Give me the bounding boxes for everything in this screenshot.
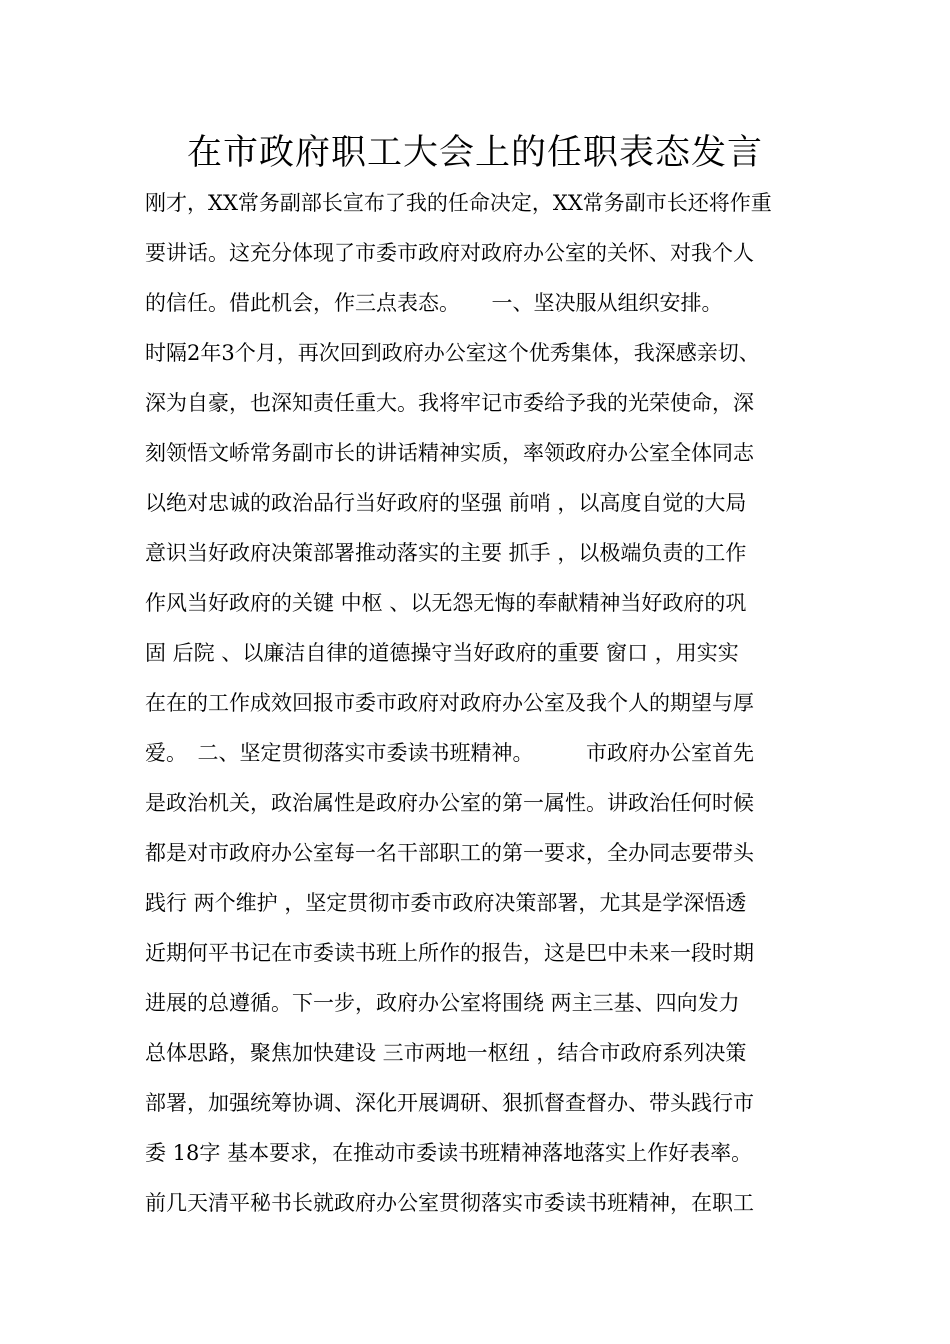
body-line: 爱。 二、坚定贯彻落实市委读书班精神。 市政府办公室首先 xyxy=(145,741,754,765)
body-line: 以绝对忠诚的政治品行当好政府的坚强 前哨 ，以高度自觉的大局 xyxy=(145,491,747,515)
body-line: 刚才，XX常务副部长宣布了我的任命决定，XX常务副市长还将作重 xyxy=(145,191,772,215)
body-line: 时隔2年3个月，再次回到政府办公室这个优秀集体，我深感亲切、 xyxy=(145,341,760,365)
body-line: 进展的总遵循。下一步，政府办公室将围绕 两主三基、四向发力 xyxy=(145,991,740,1015)
document-title: 在市政府职工大会上的任职表态发言 xyxy=(186,133,763,173)
body-line: 总体思路，聚焦加快建设 三市两地一枢纽 ，结合市政府系列决策 xyxy=(145,1041,747,1065)
body-line: 意识当好政府决策部署推动落实的主要 抓手 ，以极端负责的工作 xyxy=(145,541,747,565)
body-line: 是政治机关，政治属性是政府办公室的第一属性。讲政治任何时候 xyxy=(145,791,754,815)
body-line: 固 后院 、以廉洁自律的道德操守当好政府的重要 窗口 ，用实实 xyxy=(145,641,739,665)
body-line: 委 18字 基本要求，在推动市委读书班精神落地落实上作好表率。 xyxy=(145,1141,753,1165)
body-line: 部署，加强统筹协调、深化开展调研、狠抓督查督办、带头践行市 xyxy=(145,1091,754,1115)
body-line: 都是对市政府办公室每一名干部职工的第一要求，全办同志要带头 xyxy=(145,841,754,865)
body-line: 前几天清平秘书长就政府办公室贯彻落实市委读书班精神，在职工 xyxy=(145,1191,754,1215)
body-line: 在在的工作成效回报市委市政府对政府办公室及我个人的期望与厚 xyxy=(145,691,754,715)
body-line: 践行 两个维护 ，坚定贯彻市委市政府决策部署，尤其是学深悟透 xyxy=(145,891,747,915)
body-line: 深为自豪，也深知责任重大。我将牢记市委给予我的光荣使命，深 xyxy=(145,391,754,415)
body-line: 作风当好政府的关键 中枢 、以无怨无悔的奉献精神当好政府的巩 xyxy=(145,591,747,615)
body-line: 的信任。借此机会，作三点表态。 一、坚决服从组织安排。 xyxy=(145,291,723,315)
body-line: 刻领悟文峤常务副市长的讲话精神实质，率领政府办公室全体同志 xyxy=(145,441,754,465)
body-line: 要讲话。这充分体现了市委市政府对政府办公室的关怀、对我个人 xyxy=(145,241,754,265)
body-line: 近期何平书记在市委读书班上所作的报告，这是巴中未来一段时期 xyxy=(145,941,754,965)
document-body xyxy=(145,178,810,1228)
